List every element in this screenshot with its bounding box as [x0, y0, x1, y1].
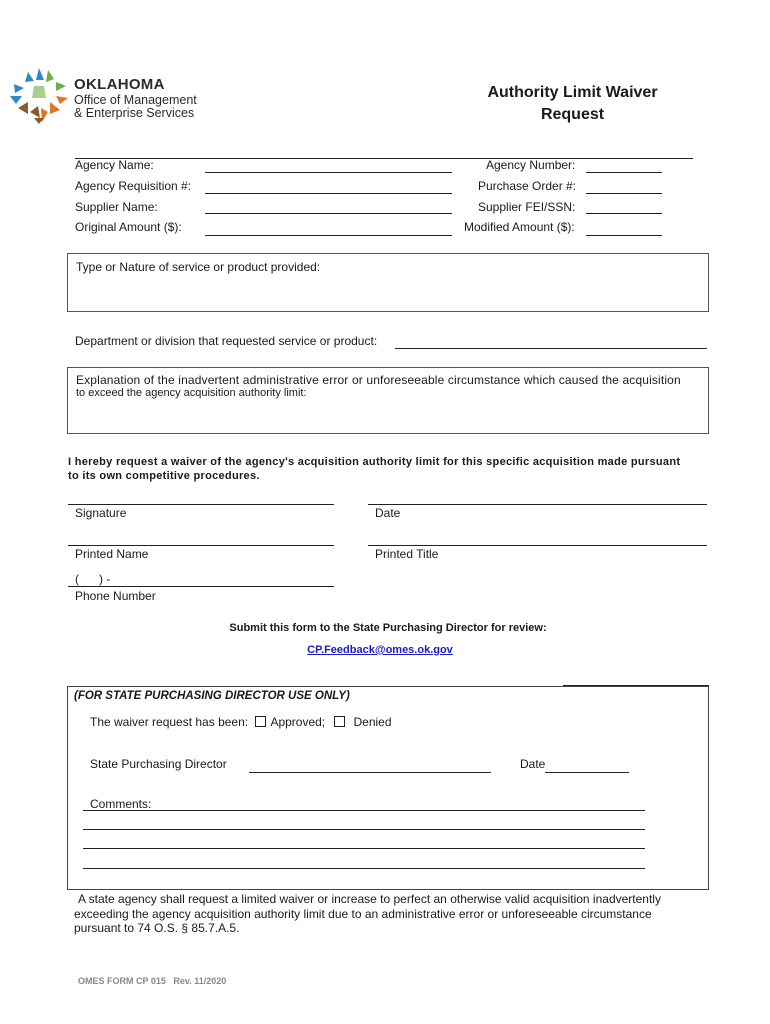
printed-title-field[interactable] — [368, 545, 707, 546]
explanation-line-1: Explanation of the inadvertent administrative error or unforeseeable circumstance which caused the acquisition — [76, 373, 681, 387]
signature-field[interactable] — [68, 504, 334, 505]
purchase-order-field[interactable] — [586, 193, 662, 194]
omes-logo — [8, 66, 223, 126]
comments-line-4[interactable] — [83, 868, 645, 869]
statute-line-3: pursuant to 74 O.S. § 85.7.A.5. — [74, 921, 240, 935]
director-heading: (FOR STATE PURCHASING DIRECTOR USE ONLY) — [74, 690, 350, 702]
statute-line-2: exceeding the agency acquisition authority limit due to an administrative error or unforeseeable circumstance — [74, 906, 652, 921]
purchase-order-label: Purchase Order #: — [478, 179, 577, 193]
phone-number-label: Phone Number — [75, 589, 156, 603]
agency-requisition-field[interactable] — [205, 193, 452, 194]
supplier-fei-label: Supplier FEI/SSN: — [478, 200, 576, 214]
supplier-name-field[interactable] — [205, 213, 452, 214]
type-of-service-label: Type or Nature of service or product provided: — [76, 260, 321, 274]
logo-oklahoma: OKLAHOMA — [74, 76, 165, 93]
approved-label: Approved; — [270, 715, 326, 729]
title-line-2: Request — [540, 106, 605, 123]
oklahoma-star-icon — [8, 66, 70, 126]
agency-number-label: Agency Number: — [486, 158, 576, 172]
printed-name-field[interactable] — [68, 545, 334, 546]
logo-office: Office of Management — [74, 93, 197, 107]
denied-checkbox[interactable] — [334, 716, 345, 727]
statute-line-1: A state agency shall request a limited waiver or increase to perfect an otherwise valid acquisition inadvertently — [78, 892, 661, 906]
submit-email-link[interactable]: CP.Feedback@omes.ok.gov — [307, 644, 453, 656]
director-signature-field[interactable] — [249, 772, 491, 773]
waiver-status-row — [90, 715, 392, 729]
phone-field[interactable] — [68, 586, 334, 587]
agency-name-label: Agency Name: — [75, 158, 154, 172]
comments-line-3[interactable] — [83, 848, 645, 849]
logo-enterprise: & Enterprise Services — [74, 106, 195, 120]
modified-amount-field[interactable] — [586, 235, 662, 236]
director-use-box — [67, 686, 709, 890]
original-amount-label: Original Amount ($): — [75, 220, 182, 234]
agency-name-field[interactable] — [205, 172, 452, 173]
explanation-line-2: to exceed the agency acquisition authority limit: — [76, 387, 307, 399]
statute-text — [74, 892, 661, 936]
form-footer — [78, 976, 226, 986]
department-field[interactable] — [395, 348, 707, 349]
type-of-service-box[interactable] — [67, 253, 709, 312]
agency-requisition-label: Agency Requisition #: — [75, 179, 192, 193]
department-label: Department or division that requested service or product: — [75, 334, 378, 348]
signature-label: Signature — [75, 506, 127, 520]
explanation-box[interactable] — [67, 367, 709, 434]
modified-amount-label: Modified Amount ($): — [464, 220, 575, 234]
original-amount-field[interactable] — [205, 235, 452, 236]
director-date-field[interactable] — [545, 772, 629, 773]
submit-instruction: Submit this form to the State Purchasing Director for review: — [229, 622, 547, 634]
comments-label: Comments: — [90, 797, 152, 811]
director-date-label: Date — [520, 757, 546, 771]
phone-format: ( ) - — [75, 572, 111, 586]
comments-line-1[interactable] — [83, 810, 645, 811]
printed-title-label: Printed Title — [375, 547, 439, 561]
waiver-status-label: The waiver request has been: — [90, 715, 249, 729]
director-label: State Purchasing Director — [90, 757, 227, 771]
form-title — [450, 82, 695, 126]
title-line-1: Authority Limit Waiver — [487, 84, 658, 101]
date-field[interactable] — [368, 504, 707, 505]
supplier-name-label: Supplier Name: — [75, 200, 158, 214]
date-label: Date — [375, 506, 401, 520]
approved-checkbox[interactable] — [255, 716, 266, 727]
request-line-2: to its own competitive procedures. — [68, 470, 260, 482]
form-revision: Rev. 11/2020 — [173, 976, 227, 986]
comments-line-2[interactable] — [83, 829, 645, 830]
supplier-fei-field[interactable] — [586, 213, 662, 214]
denied-label: Denied — [353, 715, 392, 729]
printed-name-label: Printed Name — [75, 547, 149, 561]
agency-number-field[interactable] — [586, 172, 662, 173]
request-line-1: I hereby request a waiver of the agency's acquisition authority limit for this specific acquisition made pursuant — [68, 456, 681, 468]
header-rule — [75, 158, 693, 159]
request-statement — [68, 455, 680, 483]
form-id: OMES FORM CP 015 — [78, 976, 166, 986]
